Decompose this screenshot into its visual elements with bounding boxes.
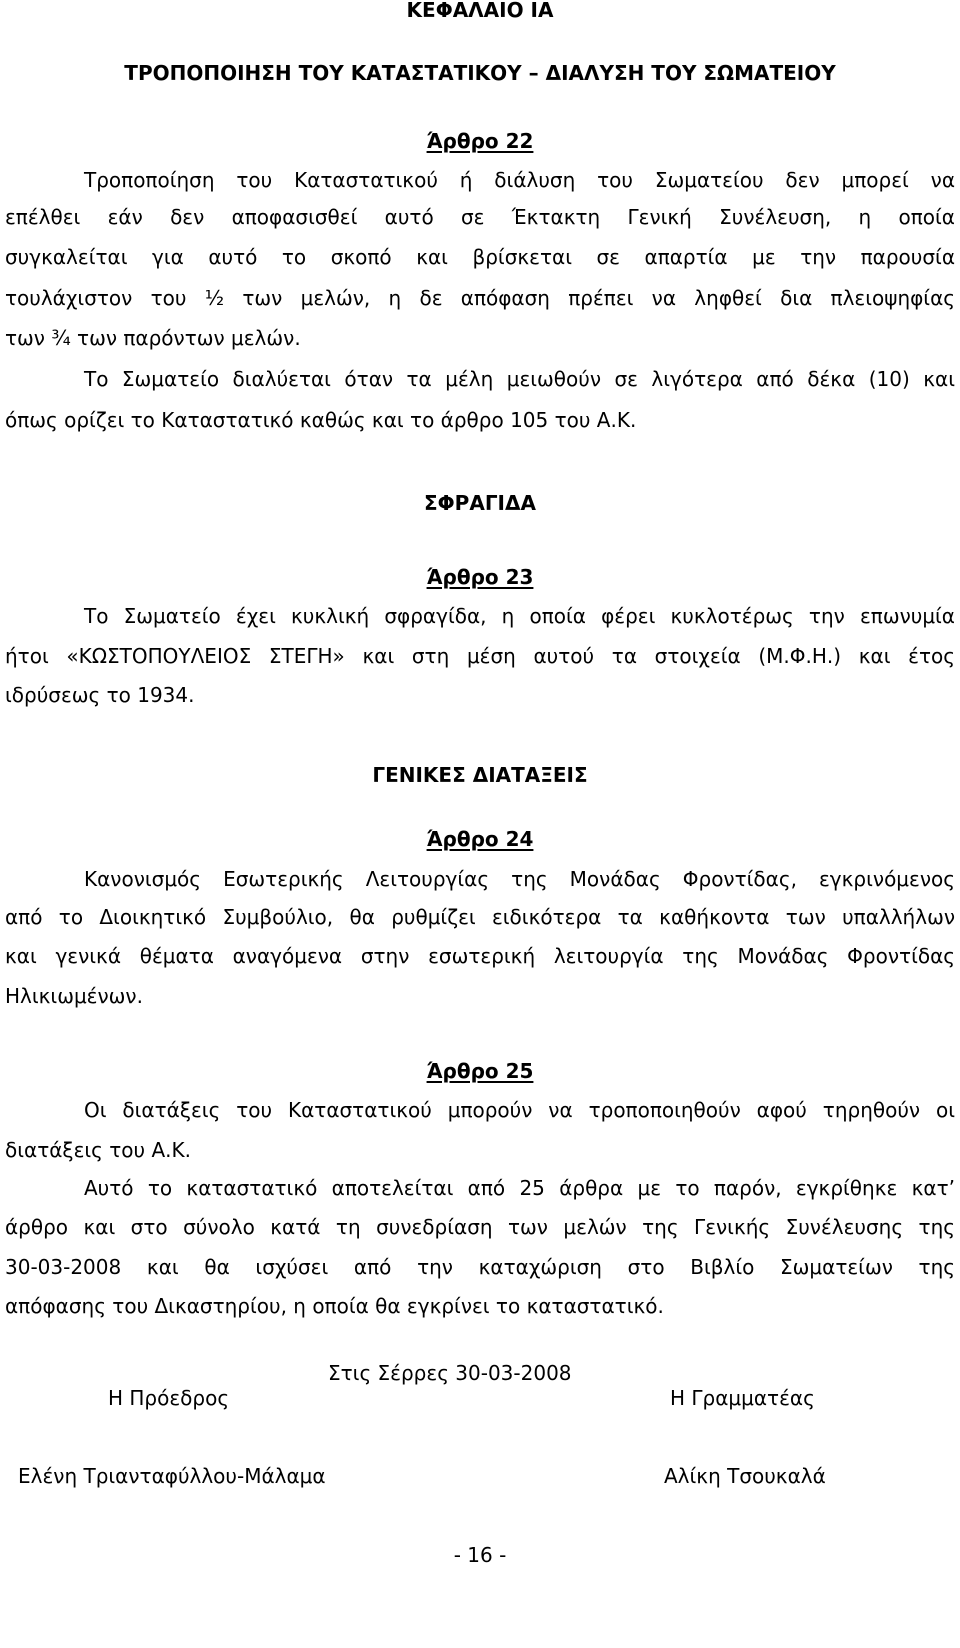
secretary-name: Αλίκη Τσουκαλά: [664, 1464, 826, 1488]
page-number: - 16 -: [453, 1543, 507, 1567]
paragraph-line: άρθρο και στο σύνολο κατά τη συνεδρίαση των μελών της Γενικής Συνέλευσης της: [5, 1215, 955, 1239]
article-22-heading: Άρθρο 22: [426, 129, 534, 153]
president-name: Ελένη Τριανταφύλλου-Μάλαμα: [18, 1464, 326, 1488]
paragraph-line: των ¾ των παρόντων μελών.: [5, 326, 301, 350]
article-23-heading: Άρθρο 23: [426, 565, 534, 589]
section-heading-seal: ΣΦΡΑΓΙΔΑ: [424, 491, 536, 515]
chapter-title: ΚΕΦΑΛΑΙΟ ΙΑ: [406, 0, 554, 22]
paragraph-line: Το Σωματείο διαλύεται όταν τα μέλη μειωθούν σε λιγότερα από δέκα (10) και: [84, 367, 955, 391]
paragraph-line: 30-03-2008 και θα ισχύσει από την καταχώριση στο Βιβλίο Σωματείων της: [5, 1255, 955, 1279]
article-25-heading: Άρθρο 25: [426, 1059, 534, 1083]
paragraph-line: ήτοι «ΚΩΣΤΟΠΟΥΛΕΙΟΣ ΣΤΕΓΗ» και στη μέση αυτού τα στοιχεία (Μ.Φ.Η.) και έτος: [5, 644, 955, 668]
section-heading-general: ΓΕΝΙΚΕΣ ΔΙΑΤΑΞΕΙΣ: [372, 763, 588, 787]
paragraph-line: και γενικά θέματα αναγόμενα στην εσωτερική λειτουργία της Μονάδας Φροντίδας: [5, 944, 955, 968]
president-title: Η Πρόεδρος: [108, 1386, 230, 1410]
chapter-subtitle: ΤΡΟΠΟΠΟΙΗΣΗ ΤΟΥ ΚΑΤΑΣΤΑΤΙΚΟΥ – ΔΙΑΛΥΣΗ ΤΟΥ ΣΩΜΑΤΕΙΟΥ: [124, 61, 836, 85]
paragraph-line: από το Διοικητικό Συμβούλιο, θα ρυθμίζει ειδικότερα τα καθήκοντα των υπαλλήλων: [5, 905, 955, 929]
paragraph-line: απόφασης του Δικαστηρίου, η οποία θα εγκρίνει το καταστατικό.: [5, 1294, 664, 1318]
paragraph-line: Ηλικιωμένων.: [5, 984, 143, 1008]
paragraph-line: Κανονισμός Εσωτερικής Λειτουργίας της Μονάδας Φροντίδας, εγκρινόμενος: [84, 867, 955, 891]
paragraph-line: Το Σωματείο έχει κυκλική σφραγίδα, η οποία φέρει κυκλοτέρως την επωνυμία: [84, 604, 955, 628]
paragraph-line: όπως ορίζει το Καταστατικό καθώς και το άρθρο 105 του Α.Κ.: [5, 408, 637, 432]
paragraph-line: Αυτό το καταστατικό αποτελείται από 25 άρθρα με το παρόν, εγκρίθηκε κατ’: [84, 1176, 955, 1200]
secretary-title: Η Γραμματέας: [670, 1386, 815, 1410]
paragraph-line: ιδρύσεως το 1934.: [5, 683, 195, 707]
article-24-heading: Άρθρο 24: [426, 827, 534, 851]
paragraph-line: συγκαλείται για αυτό το σκοπό και βρίσκεται σε απαρτία με την παρουσία: [5, 245, 955, 269]
paragraph-line: διατάξεις του Α.Κ.: [5, 1138, 191, 1162]
paragraph-line: επέλθει εάν δεν αποφασισθεί αυτό σε Έκτακτη Γενική Συνέλευση, η οποία: [5, 205, 955, 229]
paragraph-line: Οι διατάξεις του Καταστατικού μπορούν να τροποποιηθούν αφού τηρηθούν οι: [84, 1098, 955, 1122]
paragraph-line: Τροποποίηση του Καταστατικού ή διάλυση του Σωματείου δεν μπορεί να: [84, 168, 955, 192]
place-date: Στις Σέρρες 30-03-2008: [328, 1361, 572, 1385]
paragraph-line: τουλάχιστον του ½ των μελών, η δε απόφαση πρέπει να ληφθεί δια πλειοψηφίας: [5, 286, 955, 310]
